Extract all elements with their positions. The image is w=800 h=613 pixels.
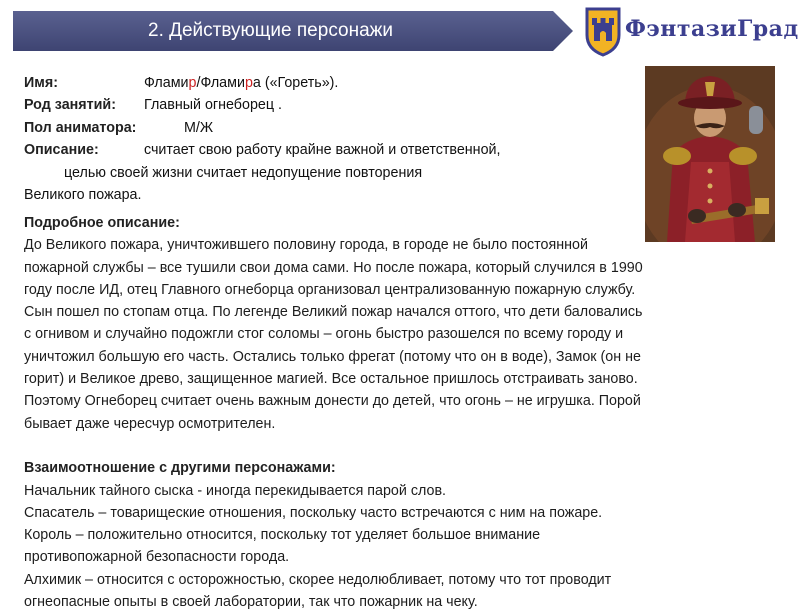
details-line: году после ИД, отец Главного огнеборца организовал централизованную пожарную службу. [24,281,636,298]
relations-line: огнеопасные опыты в своей лаборатории, так что пожарник на чеку. [24,594,478,611]
name-value [144,72,338,94]
description-label: Описание: [24,142,99,159]
relations-line: Спасатель – товарищеские отношения, поскольку часто встречаются с ним на пожаре. [24,504,603,521]
description-row-3 [24,184,644,206]
details-line: Сын пошел по стопам отца. По легенде Великий пожар начался оттого, что дети баловались [24,304,643,321]
animator-value: М/Ж [184,119,214,136]
logo [583,5,799,57]
details-line: Поэтому Огнеборец считает очень важным донести до детей, что огонь – не игрушка. Порой [24,393,641,410]
logo-text: ФэнтазиГрад [625,16,799,42]
castle-shield-icon [583,5,623,57]
name-part: а («Гореть»). [252,75,339,91]
details-line: До Великого пожара, уничтожившего половину города, в городе не было постоянной [24,237,588,254]
occupation-value: Главный огнеборец . [144,97,282,114]
name-part: /Флами [196,75,245,91]
relations-line: Король – положительно относится, поскольку тот уделяет большое внимание [24,527,541,544]
description-line-1: считает свою работу крайне важной и ответственной, [144,142,501,159]
name-part: Флами [144,75,189,91]
header-banner [13,11,573,51]
occupation-label: Род занятий: [24,97,116,114]
relations-heading: Взаимоотношение с другими персонажами: [24,460,336,477]
details-line: уничтожил большую его часть. Остались только фрегат (потому что он в воде), Замок (он не [24,348,641,365]
relations-line: Алхимик – относится с осторожностью, скорее недолюбливает, потому что тот проводит [24,571,612,588]
spacer [24,435,769,457]
details-section [24,212,769,613]
details-line: пожарной службы – все тушили свои дома сами. Но после пожара, который случился в 1990 [24,259,643,276]
description-row-2 [24,162,644,184]
occupation-row [24,94,644,116]
page-title: 2. Действующие персонажи [148,20,393,41]
details-heading: Подробное описание: [24,215,180,231]
name-row [24,72,644,94]
description-line-2: целью своей жизни считает недопущение повторения [64,164,423,181]
description-line-3: Великого пожара. [24,186,142,203]
description-row [24,139,644,161]
relations-line: противопожарной безопасности города. [24,549,290,566]
details-line: горит) и Великое древо, защищенное магией. Все остальное пришлось отстраивать заново. [24,371,638,388]
relations-line: Начальник тайного сыска - иногда перекидывается парой слов. [24,482,447,499]
name-highlight: р [188,75,197,91]
animator-row [24,117,644,139]
details-line: с огнивом и случайно подожгли стог соломы – огонь быстро разошелся по всему городу и [24,326,624,343]
name-label: Имя: [24,75,58,91]
details-line: бывает даже чересчур осмотрителен. [24,415,276,432]
animator-label: Пол аниматора: [24,119,137,136]
character-info [24,72,644,206]
name-highlight: р [244,75,253,91]
